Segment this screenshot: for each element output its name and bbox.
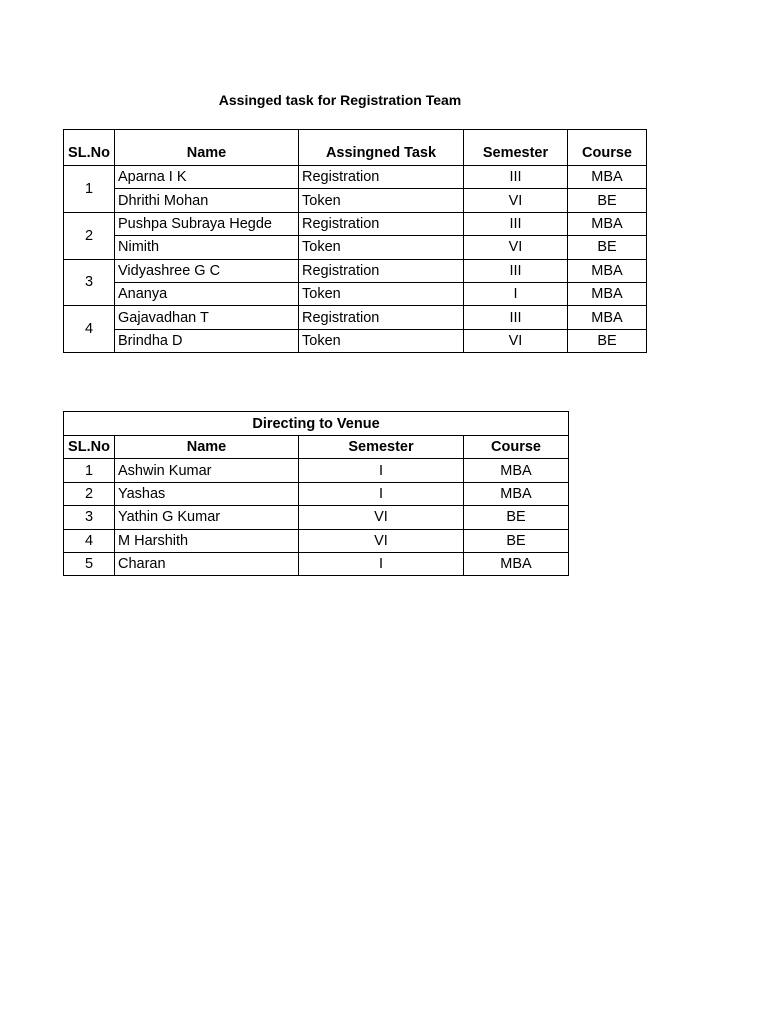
course-cell: BE (464, 529, 569, 552)
name-cell: Nimith (115, 236, 299, 259)
course-cell: MBA (568, 282, 647, 305)
name-cell: Yathin G Kumar (115, 506, 299, 529)
table-row (64, 189, 647, 212)
header-course: Course (568, 130, 647, 166)
semester-cell: I (299, 482, 464, 505)
header-sl-no: SL.No (64, 436, 115, 459)
semester-cell: VI (464, 329, 568, 352)
sl-no-cell: 3 (64, 259, 115, 306)
table-row (64, 236, 647, 259)
venue-table (63, 411, 569, 576)
header-course: Course (464, 436, 569, 459)
course-cell: BE (464, 506, 569, 529)
course-cell: MBA (568, 166, 647, 189)
table-row (64, 482, 569, 505)
header-assigned-task: Assingned Task (299, 130, 464, 166)
table-row (64, 459, 569, 482)
table-header-row (64, 436, 569, 459)
table-row (64, 329, 647, 352)
table-row (64, 506, 569, 529)
task-cell: Registration (299, 166, 464, 189)
course-cell: MBA (464, 482, 569, 505)
header-semester: Semester (299, 436, 464, 459)
table-row (64, 529, 569, 552)
registration-table (63, 129, 647, 353)
name-cell: Dhrithi Mohan (115, 189, 299, 212)
semester-cell: III (464, 166, 568, 189)
table-row (64, 259, 647, 282)
course-cell: MBA (464, 459, 569, 482)
name-cell: Gajavadhan T (115, 306, 299, 329)
table-row (64, 306, 647, 329)
name-cell: Charan (115, 552, 299, 575)
table-row (64, 282, 647, 305)
header-name: Name (115, 436, 299, 459)
course-cell: MBA (568, 212, 647, 235)
name-cell: Brindha D (115, 329, 299, 352)
semester-cell: VI (464, 189, 568, 212)
semester-cell: III (464, 212, 568, 235)
name-cell: M Harshith (115, 529, 299, 552)
sl-no-cell: 5 (64, 552, 115, 575)
semester-cell: VI (299, 529, 464, 552)
page-title: Assinged task for Registration Team (218, 92, 462, 108)
course-cell: BE (568, 236, 647, 259)
name-cell: Vidyashree G C (115, 259, 299, 282)
course-cell: MBA (568, 259, 647, 282)
course-cell: MBA (464, 552, 569, 575)
name-cell: Pushpa Subraya Hegde (115, 212, 299, 235)
task-cell: Token (299, 282, 464, 305)
task-cell: Token (299, 236, 464, 259)
sl-no-cell: 2 (64, 212, 115, 259)
course-cell: MBA (568, 306, 647, 329)
sl-no-cell: 1 (64, 459, 115, 482)
task-cell: Token (299, 329, 464, 352)
course-cell: BE (568, 189, 647, 212)
table-header-row (64, 130, 647, 166)
sl-no-cell: 2 (64, 482, 115, 505)
name-cell: Aparna I K (115, 166, 299, 189)
name-cell: Ashwin Kumar (115, 459, 299, 482)
semester-cell: III (464, 306, 568, 329)
task-cell: Registration (299, 212, 464, 235)
header-semester: Semester (464, 130, 568, 166)
sl-no-cell: 4 (64, 529, 115, 552)
semester-cell: VI (299, 506, 464, 529)
name-cell: Yashas (115, 482, 299, 505)
table-row (64, 166, 647, 189)
task-cell: Registration (299, 259, 464, 282)
sl-no-cell: 3 (64, 506, 115, 529)
sl-no-cell: 4 (64, 306, 115, 353)
sl-no-cell: 1 (64, 166, 115, 213)
name-cell: Ananya (115, 282, 299, 305)
table-row (64, 552, 569, 575)
task-cell: Token (299, 189, 464, 212)
semester-cell: I (464, 282, 568, 305)
semester-cell: VI (464, 236, 568, 259)
semester-cell: I (299, 459, 464, 482)
header-sl-no: SL.No (64, 130, 115, 166)
course-cell: BE (568, 329, 647, 352)
table-row (64, 212, 647, 235)
semester-cell: III (464, 259, 568, 282)
semester-cell: I (299, 552, 464, 575)
header-name: Name (115, 130, 299, 166)
task-cell: Registration (299, 306, 464, 329)
venue-title: Directing to Venue (64, 412, 569, 436)
venue-title-row (64, 412, 569, 436)
